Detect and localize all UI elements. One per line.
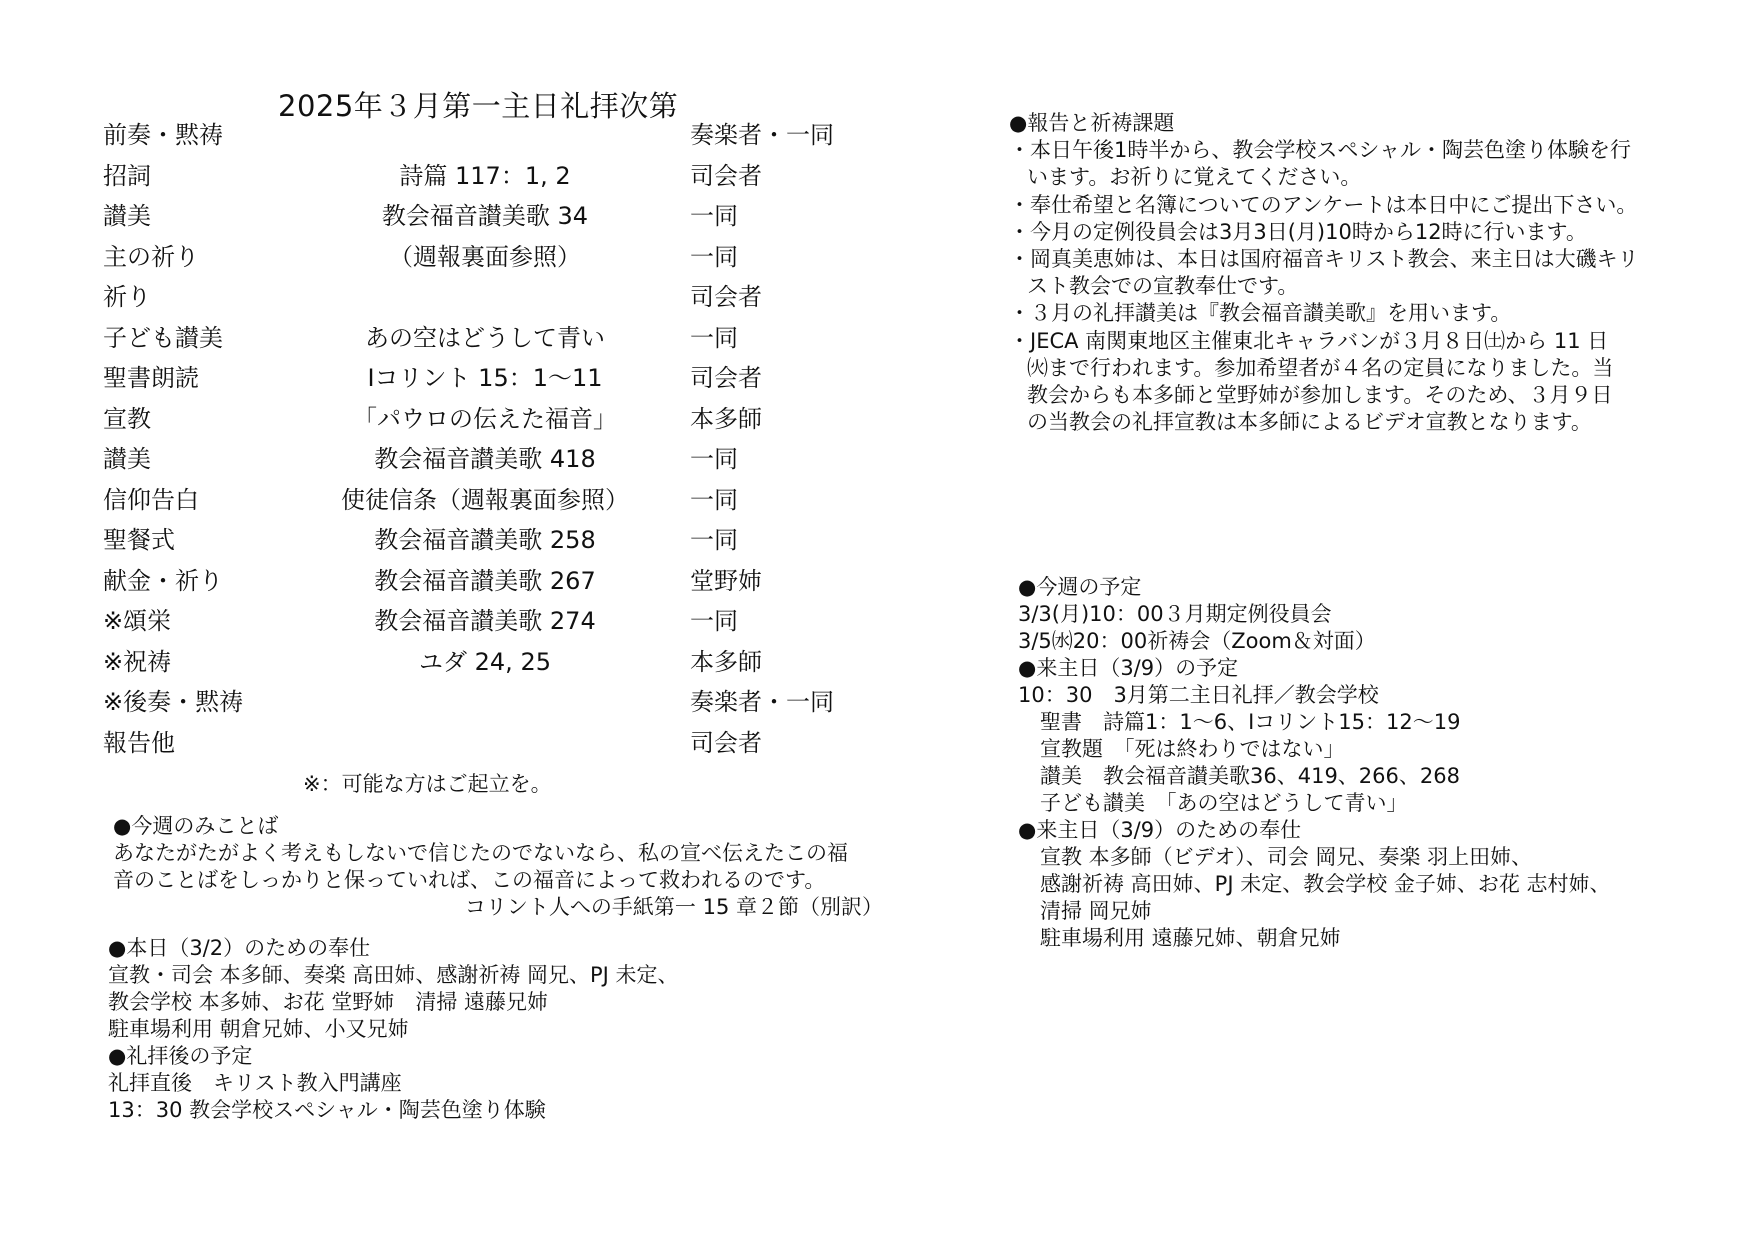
announcement-line: ・本日午後1時半から、教会学校スペシャル・陶芸色塗り体験を行 [1009, 138, 1631, 163]
order-row [0, 237, 900, 277]
order-performer: 司会者 [690, 364, 762, 392]
order-row [0, 277, 900, 317]
order-reference: 教会福音讃美歌 258 [374, 526, 596, 554]
order-item: 聖書朗読 [103, 364, 199, 392]
order-item: 招詞 [103, 161, 151, 190]
announcement-line: ㈫まで行われます。参加希望者が４名の定員になりました。当 [1027, 355, 1614, 380]
announcement-line: ・奉仕希望と名簿についてのアンケートは本日中にご提出下さい。 [1009, 192, 1638, 217]
order-reference: 教会福音讃美歌 267 [374, 566, 596, 595]
order-item: 信仰告白 [103, 485, 199, 514]
section-heading: ●来主日（3/9）の予定 [1018, 656, 1239, 680]
service-line: 感謝祈祷 高田姉、PJ 未定、教会学校 金子姉、お花 志村姉、 [1040, 872, 1611, 896]
right-schedule [1018, 574, 1611, 952]
order-item: 前奏・黙祷 [103, 121, 223, 149]
announcement-line: スト教会での宣教奉仕です。 [1027, 274, 1299, 299]
order-item: 祈り [103, 283, 151, 311]
schedule-line: 子ども讃美 「あの空はどうして青い」 [1040, 791, 1408, 815]
order-performer: 司会者 [690, 283, 762, 311]
service-line: 駐車場利用 遠藤兄姉、朝倉兄姉 [1040, 926, 1341, 950]
order-performer: 本多師 [690, 647, 762, 676]
service-line: 駐車場利用 朝倉兄姉、小又兄姉 [108, 1017, 409, 1041]
order-performer: 堂野姉 [690, 566, 762, 595]
schedule-line: 3/3(月)10：00３月期定例役員会 [1018, 602, 1332, 626]
order-row [0, 439, 900, 479]
order-row [0, 723, 900, 763]
order-item: 讃美 [103, 202, 151, 230]
order-performer: 一同 [690, 202, 738, 230]
order-reference: 「パウロの伝えた福音」 [353, 404, 617, 433]
page-title: 2025年３月第一主日礼拝次第 [278, 89, 679, 123]
order-performer: 一同 [690, 242, 738, 271]
order-row [0, 156, 900, 196]
order-row [0, 358, 900, 398]
order-performer: 奏楽者・一同 [690, 688, 834, 716]
order-row [0, 682, 900, 722]
section-heading: ●来主日（3/9）のための奉仕 [1018, 818, 1302, 842]
announcement-line: 教会からも本多師と堂野姉が参加します。そのため、３月９日 [1027, 383, 1613, 408]
service-line: 宣教・司会 本多師、奏楽 高田姉、感謝祈祷 岡兄、PJ 未定、 [108, 963, 679, 987]
announcement-line: ・JECA 南関東地区主催東北キャラバンが３月８日㈯から 11 日 [1009, 328, 1609, 353]
announcement-line: います。お祈りに覚えてください。 [1027, 165, 1362, 190]
word-of-week [113, 813, 883, 921]
section-heading: ●今週の予定 [1018, 575, 1142, 599]
schedule-line: 3/5㈬20：00祈祷会（Zoom＆対面） [1018, 629, 1376, 653]
announcement-line: ・３月の礼拝讃美は『教会福音讃美歌』を用います。 [1009, 301, 1512, 326]
schedule-line: 宣教題 「死は終わりではない」 [1040, 737, 1345, 761]
order-reference: あの空はどうして青い [365, 323, 605, 352]
order-performer: 一同 [690, 485, 738, 514]
service-line: 教会学校 本多姉、お花 堂野姉 清掃 遠藤兄姉 [108, 990, 549, 1014]
order-item: 子ども讃美 [103, 323, 223, 352]
service-line: 清掃 岡兄姉 [1040, 899, 1152, 923]
service-line: 宣教 本多師（ビデオ）、司会 岡兄、奏楽 羽上田姉、 [1040, 845, 1533, 869]
section-heading: ●今週のみことば [113, 814, 279, 838]
schedule-line: 聖書 詩篇1：1～6、Ⅰコリント15：12～19 [1040, 710, 1461, 734]
order-item: 報告他 [103, 728, 175, 757]
today-service [108, 935, 679, 1124]
schedule-line: 讃美 教会福音讃美歌36、419、266、268 [1040, 764, 1460, 788]
order-reference: Ⅰコリント 15：1～11 [367, 364, 603, 392]
order-performer: 一同 [690, 526, 738, 554]
order-item: 讃美 [103, 445, 151, 473]
order-performer: 一同 [690, 445, 738, 473]
order-reference: 使徒信条（週報裏面参照） [341, 485, 629, 514]
order-performer: 奏楽者・一同 [690, 121, 834, 149]
order-performer: 本多師 [690, 404, 762, 433]
order-row [0, 399, 900, 439]
order-reference: （週報裏面参照） [389, 242, 581, 271]
schedule-line: 13：30 教会学校スペシャル・陶芸色塗り体験 [108, 1098, 546, 1122]
order-performer: 一同 [690, 607, 738, 635]
scripture-source: コリント人への手紙第一 15 章２節（別訳） [464, 895, 883, 919]
order-item: ※頌栄 [103, 607, 172, 635]
order-reference: 詩篇 117：1, 2 [399, 161, 571, 190]
order-row [0, 318, 900, 358]
section-heading: ●本日（3/2）のための奉仕 [108, 936, 371, 960]
order-row [0, 561, 900, 601]
order-reference: 教会福音讃美歌 418 [374, 445, 596, 473]
order-performer: 司会者 [690, 161, 762, 190]
scripture-line: あなたがたがよく考えもしないで信じたのでないなら、私の宣べ伝えたこの福 [113, 841, 848, 865]
order-item: 献金・祈り [103, 566, 223, 595]
section-heading: ●報告と祈祷課題 [1009, 111, 1175, 135]
order-performer: 司会者 [690, 728, 762, 757]
order-row [0, 115, 900, 155]
order-row [0, 642, 900, 682]
order-item: ※後奏・黙祷 [103, 688, 244, 716]
order-reference: 教会福音讃美歌 34 [381, 202, 589, 230]
order-reference: ユダ 24, 25 [419, 647, 551, 676]
section-heading: ●礼拝後の予定 [108, 1044, 253, 1068]
order-item: 宣教 [103, 404, 151, 433]
scripture-line: 音のことばをしっかりと保っていれば、この福音によって救われるのです。 [113, 868, 826, 892]
order-performer: 一同 [690, 323, 738, 352]
order-reference: 教会福音讃美歌 274 [374, 607, 596, 635]
announcement-line: ・岡真美恵姉は、本日は国府福音キリスト教会、来主日は大磯キリ [1009, 247, 1639, 272]
order-item: 聖餐式 [103, 526, 175, 554]
order-item: 主の祈り [103, 242, 199, 271]
announcements [1009, 110, 1639, 436]
schedule-line: 10：30 3月第二主日礼拝／教会学校 [1018, 683, 1379, 707]
order-item: ※祝祷 [103, 647, 172, 676]
announcement-line: ・今月の定例役員会は3月3日(月)10時から12時に行います。 [1009, 219, 1587, 244]
standing-note: ※：可能な方はご起立を。 [303, 772, 552, 796]
order-row [0, 601, 900, 641]
schedule-line: 礼拝直後 キリスト教入門講座 [108, 1071, 402, 1095]
announcement-line: の当教会の礼拝宣教は本多師によるビデオ宣教となります。 [1027, 410, 1592, 435]
order-row [0, 480, 900, 520]
order-row [0, 520, 900, 560]
order-row [0, 196, 900, 236]
